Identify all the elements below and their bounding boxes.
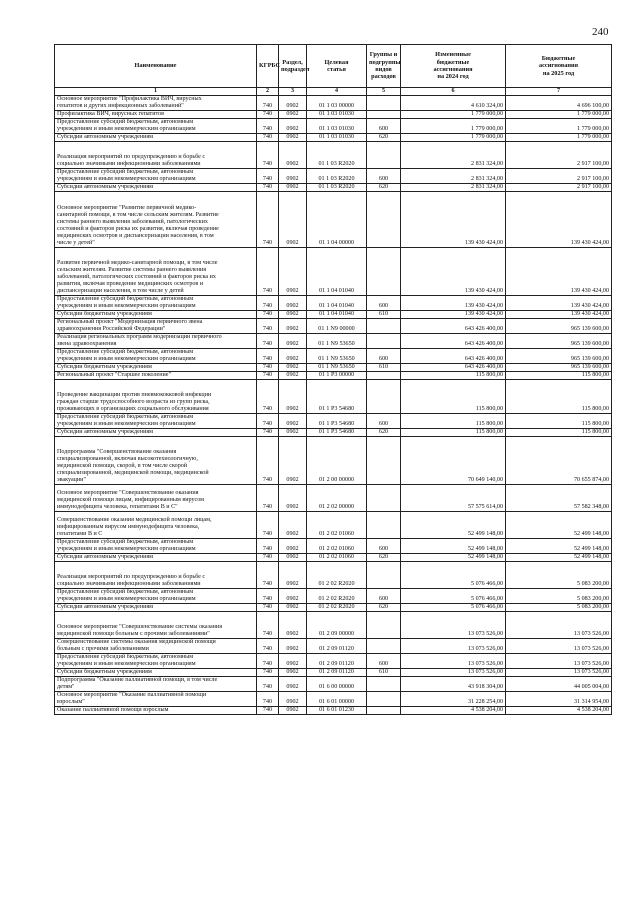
table-row bbox=[55, 248, 612, 296]
row-target-article: 01 1 04 00000 bbox=[307, 192, 367, 248]
row-section: 0902 bbox=[279, 692, 307, 707]
row-kgrbs: 740 bbox=[257, 134, 279, 142]
header-section: Раздел, подраздел bbox=[279, 45, 307, 88]
row-expense-group: 610 bbox=[367, 311, 401, 319]
header-2025: Бюджетные ассигнования на 2025 год bbox=[506, 45, 612, 88]
row-kgrbs: 740 bbox=[257, 96, 279, 111]
table-row bbox=[55, 612, 612, 639]
table-row bbox=[55, 554, 612, 562]
row-name: Предоставление субсидий бюджетным, автономным учреждениям и иным некоммерческим организациям bbox=[55, 169, 257, 184]
row-kgrbs: 740 bbox=[257, 319, 279, 334]
table-row bbox=[55, 692, 612, 707]
row-expense-group bbox=[367, 485, 401, 512]
row-name: Совершенствование системы оказания медицинской помощи больным с прочими заболеваниями bbox=[55, 639, 257, 654]
row-section: 0902 bbox=[279, 296, 307, 311]
row-kgrbs: 740 bbox=[257, 296, 279, 311]
row-section: 0902 bbox=[279, 364, 307, 372]
row-expense-group bbox=[367, 677, 401, 692]
row-amount-2025: 57 582 348,00 bbox=[506, 485, 612, 512]
row-expense-group: 620 bbox=[367, 554, 401, 562]
row-section: 0902 bbox=[279, 119, 307, 134]
row-name: Оказание паллиативной помощи взрослым bbox=[55, 707, 257, 715]
row-expense-group bbox=[367, 192, 401, 248]
table-row bbox=[55, 437, 612, 485]
row-kgrbs: 740 bbox=[257, 612, 279, 639]
row-expense-group bbox=[367, 380, 401, 414]
row-target-article: 01 1 04 01040 bbox=[307, 296, 367, 311]
row-amount-2025: 52 499 148,00 bbox=[506, 512, 612, 539]
row-target-article: 01 2 02 00000 bbox=[307, 485, 367, 512]
table-row bbox=[55, 589, 612, 604]
row-kgrbs: 740 bbox=[257, 119, 279, 134]
table-row bbox=[55, 192, 612, 248]
row-target-article: 01 2 02 01060 bbox=[307, 554, 367, 562]
row-target-article: 01 1 03 01030 bbox=[307, 119, 367, 134]
row-expense-group bbox=[367, 319, 401, 334]
row-section: 0902 bbox=[279, 589, 307, 604]
row-name: Субсидии автономным учреждениям bbox=[55, 184, 257, 192]
row-name: Субсидии бюджетным учреждениям bbox=[55, 364, 257, 372]
row-kgrbs: 740 bbox=[257, 364, 279, 372]
column-number: 3 bbox=[279, 88, 307, 96]
row-amount-2025: 2 917 100,00 bbox=[506, 169, 612, 184]
table-row bbox=[55, 677, 612, 692]
row-expense-group bbox=[367, 96, 401, 111]
row-amount-2025: 13 073 526,00 bbox=[506, 654, 612, 669]
row-kgrbs: 740 bbox=[257, 562, 279, 589]
row-section: 0902 bbox=[279, 372, 307, 380]
row-section: 0902 bbox=[279, 134, 307, 142]
table-row bbox=[55, 184, 612, 192]
row-target-article: 01 1 04 01040 bbox=[307, 248, 367, 296]
table-row bbox=[55, 96, 612, 111]
row-amount-2025: 4 538 204,00 bbox=[506, 707, 612, 715]
row-section: 0902 bbox=[279, 96, 307, 111]
row-target-article: 01 6 01 00000 bbox=[307, 692, 367, 707]
row-name: Реализация региональных программ модернизации первичного звена здравоохранения bbox=[55, 334, 257, 349]
row-expense-group bbox=[367, 437, 401, 485]
row-target-article: 01 2 09 01120 bbox=[307, 639, 367, 654]
row-kgrbs: 740 bbox=[257, 512, 279, 539]
row-name: Субсидии автономным учреждениям bbox=[55, 554, 257, 562]
row-kgrbs: 740 bbox=[257, 192, 279, 248]
row-amount-2025: 5 083 200,00 bbox=[506, 604, 612, 612]
row-amount-2024: 643 426 400,00 bbox=[401, 334, 506, 349]
row-kgrbs: 740 bbox=[257, 604, 279, 612]
row-target-article: 01 2 02 R2020 bbox=[307, 604, 367, 612]
row-amount-2024: 31 228 254,00 bbox=[401, 692, 506, 707]
column-number: 2 bbox=[257, 88, 279, 96]
row-target-article: 01 2 00 00000 bbox=[307, 437, 367, 485]
row-amount-2024: 13 073 526,00 bbox=[401, 612, 506, 639]
row-kgrbs: 740 bbox=[257, 184, 279, 192]
row-expense-group: 600 bbox=[367, 589, 401, 604]
row-target-article: 01 2 09 01120 bbox=[307, 669, 367, 677]
table-row bbox=[55, 539, 612, 554]
row-expense-group bbox=[367, 512, 401, 539]
row-amount-2025: 115 800,00 bbox=[506, 380, 612, 414]
row-section: 0902 bbox=[279, 311, 307, 319]
row-target-article: 01 2 09 01120 bbox=[307, 654, 367, 669]
row-amount-2025: 965 139 600,00 bbox=[506, 319, 612, 334]
table-row bbox=[55, 654, 612, 669]
row-target-article: 01 1 N9 00000 bbox=[307, 319, 367, 334]
row-expense-group bbox=[367, 639, 401, 654]
column-number: 7 bbox=[506, 88, 612, 96]
row-section: 0902 bbox=[279, 169, 307, 184]
row-kgrbs: 740 bbox=[257, 380, 279, 414]
row-target-article: 01 1 P3 00000 bbox=[307, 372, 367, 380]
row-kgrbs: 740 bbox=[257, 349, 279, 364]
row-section: 0902 bbox=[279, 334, 307, 349]
row-kgrbs: 740 bbox=[257, 654, 279, 669]
table-row bbox=[55, 707, 612, 715]
row-section: 0902 bbox=[279, 512, 307, 539]
row-amount-2025: 13 073 526,00 bbox=[506, 612, 612, 639]
row-target-article: 01 2 02 01060 bbox=[307, 512, 367, 539]
row-name: Региональный проект "Модернизация первичного звена здравоохранения Российской Федерации" bbox=[55, 319, 257, 334]
row-expense-group: 610 bbox=[367, 669, 401, 677]
row-kgrbs: 740 bbox=[257, 554, 279, 562]
row-section: 0902 bbox=[279, 349, 307, 364]
table-row bbox=[55, 319, 612, 334]
table-row bbox=[55, 669, 612, 677]
row-amount-2025: 31 314 954,00 bbox=[506, 692, 612, 707]
table-row bbox=[55, 169, 612, 184]
row-section: 0902 bbox=[279, 707, 307, 715]
row-section: 0902 bbox=[279, 554, 307, 562]
row-expense-group: 600 bbox=[367, 539, 401, 554]
row-expense-group: 600 bbox=[367, 349, 401, 364]
row-expense-group bbox=[367, 334, 401, 349]
row-amount-2024: 139 430 424,00 bbox=[401, 311, 506, 319]
row-kgrbs: 740 bbox=[257, 142, 279, 169]
row-amount-2025: 44 005 004,00 bbox=[506, 677, 612, 692]
row-target-article: 01 2 02 R2020 bbox=[307, 589, 367, 604]
row-amount-2025: 1 779 000,00 bbox=[506, 111, 612, 119]
table-row bbox=[55, 372, 612, 380]
row-section: 0902 bbox=[279, 437, 307, 485]
row-section: 0902 bbox=[279, 539, 307, 554]
row-amount-2025: 13 073 526,00 bbox=[506, 669, 612, 677]
row-amount-2024: 5 076 466,00 bbox=[401, 604, 506, 612]
row-amount-2024: 4 538 204,00 bbox=[401, 707, 506, 715]
row-amount-2024: 13 073 526,00 bbox=[401, 654, 506, 669]
row-amount-2025: 115 800,00 bbox=[506, 414, 612, 429]
row-amount-2024: 4 610 324,00 bbox=[401, 96, 506, 111]
row-section: 0902 bbox=[279, 184, 307, 192]
row-name: Предоставление субсидий бюджетным, автономным учреждениям и иным некоммерческим организациям bbox=[55, 654, 257, 669]
row-section: 0902 bbox=[279, 248, 307, 296]
row-expense-group bbox=[367, 142, 401, 169]
row-expense-group: 600 bbox=[367, 169, 401, 184]
row-amount-2024: 643 426 400,00 bbox=[401, 364, 506, 372]
table-row bbox=[55, 364, 612, 372]
row-amount-2024: 1 779 000,00 bbox=[401, 134, 506, 142]
row-amount-2025: 52 499 148,00 bbox=[506, 554, 612, 562]
row-expense-group bbox=[367, 707, 401, 715]
header-2024: Измененные бюджетные ассигнования на 2024 год bbox=[401, 45, 506, 88]
row-expense-group bbox=[367, 111, 401, 119]
row-amount-2025: 5 083 200,00 bbox=[506, 562, 612, 589]
row-amount-2025: 4 696 100,00 bbox=[506, 96, 612, 111]
row-target-article: 01 1 N9 53650 bbox=[307, 334, 367, 349]
row-section: 0902 bbox=[279, 111, 307, 119]
row-name: Предоставление субсидий бюджетным, автономным учреждениям и иным некоммерческим организациям bbox=[55, 119, 257, 134]
column-number: 4 bbox=[307, 88, 367, 96]
row-kgrbs: 740 bbox=[257, 539, 279, 554]
row-target-article: 01 1 03 00000 bbox=[307, 96, 367, 111]
row-target-article: 01 2 02 R2020 bbox=[307, 562, 367, 589]
row-section: 0902 bbox=[279, 142, 307, 169]
row-amount-2024: 139 430 424,00 bbox=[401, 248, 506, 296]
row-target-article: 01 6 00 00000 bbox=[307, 677, 367, 692]
row-target-article: 01 1 04 01040 bbox=[307, 311, 367, 319]
row-name: Региональный проект "Старшее поколение" bbox=[55, 372, 257, 380]
row-amount-2024: 13 073 526,00 bbox=[401, 669, 506, 677]
table-row bbox=[55, 429, 612, 437]
row-expense-group bbox=[367, 372, 401, 380]
row-section: 0902 bbox=[279, 429, 307, 437]
row-kgrbs: 740 bbox=[257, 437, 279, 485]
row-amount-2024: 2 831 324,00 bbox=[401, 184, 506, 192]
header-kgrbs: КГРБС bbox=[257, 45, 279, 88]
row-amount-2024: 13 073 526,00 bbox=[401, 639, 506, 654]
row-target-article: 01 6 01 01230 bbox=[307, 707, 367, 715]
row-amount-2024: 643 426 400,00 bbox=[401, 349, 506, 364]
row-kgrbs: 740 bbox=[257, 248, 279, 296]
table-row bbox=[55, 414, 612, 429]
row-expense-group: 620 bbox=[367, 604, 401, 612]
row-name: Субсидии автономным учреждениям bbox=[55, 429, 257, 437]
row-section: 0902 bbox=[279, 192, 307, 248]
row-target-article: 01 2 09 00000 bbox=[307, 612, 367, 639]
row-name: Предоставление субсидий бюджетным, автономным учреждениям и иным некоммерческим организациям bbox=[55, 296, 257, 311]
table-row bbox=[55, 334, 612, 349]
row-amount-2024: 52 499 148,00 bbox=[401, 554, 506, 562]
row-expense-group bbox=[367, 692, 401, 707]
row-amount-2025: 115 800,00 bbox=[506, 372, 612, 380]
row-target-article: 01 1 P3 54680 bbox=[307, 380, 367, 414]
row-name: Основное мероприятие "Совершенствование системы оказания медицинской помощи больным с прочими заболеваниями" bbox=[55, 612, 257, 639]
row-amount-2025: 965 139 600,00 bbox=[506, 349, 612, 364]
row-amount-2025: 1 779 000,00 bbox=[506, 119, 612, 134]
row-amount-2024: 5 076 466,00 bbox=[401, 589, 506, 604]
row-kgrbs: 740 bbox=[257, 707, 279, 715]
row-section: 0902 bbox=[279, 485, 307, 512]
row-name: Развитие первичной медико-санитарной помощи, в том числе сельским жителям. Развитие системы раннего выявления заболеваний, патологических состояний и факторов риска их развития, включая проведение медицинских осмотров и диспансеризации населения, в том числе у детей bbox=[55, 248, 257, 296]
row-section: 0902 bbox=[279, 414, 307, 429]
row-expense-group: 620 bbox=[367, 429, 401, 437]
row-amount-2024: 115 800,00 bbox=[401, 372, 506, 380]
row-kgrbs: 740 bbox=[257, 372, 279, 380]
row-amount-2024: 1 779 000,00 bbox=[401, 111, 506, 119]
row-target-article: 01 1 N9 53650 bbox=[307, 364, 367, 372]
row-kgrbs: 740 bbox=[257, 429, 279, 437]
table-row bbox=[55, 296, 612, 311]
row-kgrbs: 740 bbox=[257, 639, 279, 654]
row-amount-2024: 139 430 424,00 bbox=[401, 192, 506, 248]
row-amount-2025: 13 073 526,00 bbox=[506, 639, 612, 654]
row-amount-2025: 115 800,00 bbox=[506, 429, 612, 437]
row-kgrbs: 740 bbox=[257, 311, 279, 319]
row-name: Основное мероприятие "Профилактика ВИЧ, вирусных гепатитов и других инфекционных заболеваний" bbox=[55, 96, 257, 111]
row-target-article: 01 1 03 R2020 bbox=[307, 142, 367, 169]
row-name: Основное мероприятие "Развитие первичной медико- санитарной помощи, в том числе сельским жителям. Развитие системы раннего выявления заболеваний, патологических состояний и факторов риска их развития, включая проведение медицинских осмотров и диспансеризации населения, в том числе у детей" bbox=[55, 192, 257, 248]
row-name: Предоставление субсидий бюджетным, автономным учреждениям и иным некоммерческим организациям bbox=[55, 349, 257, 364]
table-row bbox=[55, 349, 612, 364]
row-kgrbs: 740 bbox=[257, 669, 279, 677]
row-amount-2024: 2 831 324,00 bbox=[401, 169, 506, 184]
row-section: 0902 bbox=[279, 677, 307, 692]
row-name: Подпрограмма "Оказание паллиативной помощи, в том числе детям" bbox=[55, 677, 257, 692]
row-amount-2024: 139 430 424,00 bbox=[401, 296, 506, 311]
table-row bbox=[55, 639, 612, 654]
table-row bbox=[55, 562, 612, 589]
table-row bbox=[55, 485, 612, 512]
row-expense-group bbox=[367, 562, 401, 589]
row-amount-2024: 115 800,00 bbox=[401, 414, 506, 429]
row-amount-2025: 52 499 148,00 bbox=[506, 539, 612, 554]
row-amount-2024: 52 499 148,00 bbox=[401, 539, 506, 554]
row-section: 0902 bbox=[279, 319, 307, 334]
row-name: Предоставление субсидий бюджетным, автономным учреждениям и иным некоммерческим организациям bbox=[55, 539, 257, 554]
row-kgrbs: 740 bbox=[257, 692, 279, 707]
row-amount-2024: 1 779 000,00 bbox=[401, 119, 506, 134]
row-section: 0902 bbox=[279, 654, 307, 669]
column-number: 5 bbox=[367, 88, 401, 96]
row-amount-2025: 139 430 424,00 bbox=[506, 248, 612, 296]
row-amount-2025: 965 139 600,00 bbox=[506, 334, 612, 349]
table-row bbox=[55, 512, 612, 539]
row-target-article: 01 1 P3 54680 bbox=[307, 429, 367, 437]
row-amount-2024: 115 800,00 bbox=[401, 380, 506, 414]
row-kgrbs: 740 bbox=[257, 169, 279, 184]
row-name: Совершенствование оказания медицинской помощи лицам, инфицированным вирусом иммунодефицита человека, гепатитами В и С bbox=[55, 512, 257, 539]
row-name: Предоставление субсидий бюджетным, автономным учреждениям и иным некоммерческим организациям bbox=[55, 589, 257, 604]
header-name: Наименование bbox=[55, 45, 257, 88]
row-target-article: 01 1 P3 54680 bbox=[307, 414, 367, 429]
row-expense-group: 620 bbox=[367, 134, 401, 142]
row-section: 0902 bbox=[279, 669, 307, 677]
row-expense-group: 610 bbox=[367, 364, 401, 372]
row-name: Основное мероприятие "Оказание паллиативной помощи взрослым" bbox=[55, 692, 257, 707]
row-amount-2024: 43 918 304,00 bbox=[401, 677, 506, 692]
row-amount-2025: 5 083 200,00 bbox=[506, 589, 612, 604]
table-row bbox=[55, 142, 612, 169]
row-expense-group bbox=[367, 248, 401, 296]
row-expense-group: 600 bbox=[367, 119, 401, 134]
table-row bbox=[55, 380, 612, 414]
page-number: 240 bbox=[592, 26, 609, 38]
row-amount-2024: 115 800,00 bbox=[401, 429, 506, 437]
row-kgrbs: 740 bbox=[257, 485, 279, 512]
row-kgrbs: 740 bbox=[257, 334, 279, 349]
table-row bbox=[55, 111, 612, 119]
row-target-article: 01 2 02 01060 bbox=[307, 539, 367, 554]
column-number-row bbox=[55, 88, 612, 96]
header-row bbox=[55, 45, 612, 88]
row-amount-2025: 965 139 600,00 bbox=[506, 364, 612, 372]
row-expense-group: 600 bbox=[367, 414, 401, 429]
row-name: Проведение вакцинации против пневмококковой инфекции граждан старше трудоспособного возраста из групп риска, проживающих в организациях социального обслуживания bbox=[55, 380, 257, 414]
row-name: Реализация мероприятий по предупреждению и борьбе с социально значимыми инфекционными заболеваниями bbox=[55, 142, 257, 169]
row-amount-2024: 52 499 148,00 bbox=[401, 512, 506, 539]
column-number: 1 bbox=[55, 88, 257, 96]
row-amount-2024: 57 575 614,00 bbox=[401, 485, 506, 512]
row-name: Субсидии автономным учреждениям bbox=[55, 134, 257, 142]
row-target-article: 01 1 03 R2020 bbox=[307, 184, 367, 192]
row-section: 0902 bbox=[279, 639, 307, 654]
row-name: Субсидии автономным учреждениям bbox=[55, 604, 257, 612]
column-number: 6 bbox=[401, 88, 506, 96]
row-name: Реализация мероприятий по предупреждению и борьбе с социально значимыми инфекционными заболеваниями bbox=[55, 562, 257, 589]
row-name: Подпрограмма "Совершенствование оказания специализированной, включая высокотехнологичную, медицинской помощи, скорой, в том числе скорой специализированной, медицинской помощи, медицинской эвакуации" bbox=[55, 437, 257, 485]
row-expense-group: 600 bbox=[367, 296, 401, 311]
row-kgrbs: 740 bbox=[257, 677, 279, 692]
row-amount-2025: 1 779 000,00 bbox=[506, 134, 612, 142]
row-name: Субсидии бюджетным учреждениям bbox=[55, 311, 257, 319]
header-target: Целевая статья bbox=[307, 45, 367, 88]
row-name: Основное мероприятие "Совершенствование оказания медицинской помощи лицам, инфицированным вирусом иммунодефицита человека, гепатитами В и С" bbox=[55, 485, 257, 512]
row-amount-2024: 5 076 466,00 bbox=[401, 562, 506, 589]
row-section: 0902 bbox=[279, 612, 307, 639]
header-groups: Группы и подгруппы видов расходов bbox=[367, 45, 401, 88]
row-section: 0902 bbox=[279, 562, 307, 589]
row-kgrbs: 740 bbox=[257, 589, 279, 604]
row-amount-2025: 139 430 424,00 bbox=[506, 311, 612, 319]
row-expense-group: 620 bbox=[367, 184, 401, 192]
row-amount-2024: 2 831 324,00 bbox=[401, 142, 506, 169]
row-name: Предоставление субсидий бюджетным, автономным учреждениям и иным некоммерческим организациям bbox=[55, 414, 257, 429]
row-expense-group bbox=[367, 612, 401, 639]
row-amount-2024: 70 649 140,00 bbox=[401, 437, 506, 485]
table-row bbox=[55, 604, 612, 612]
row-kgrbs: 740 bbox=[257, 414, 279, 429]
row-section: 0902 bbox=[279, 604, 307, 612]
row-name: Профилактика ВИЧ, вирусных гепатитов bbox=[55, 111, 257, 119]
table-row bbox=[55, 311, 612, 319]
row-amount-2025: 70 655 874,00 bbox=[506, 437, 612, 485]
row-target-article: 01 1 03 01030 bbox=[307, 134, 367, 142]
row-amount-2025: 139 430 424,00 bbox=[506, 296, 612, 311]
budget-table bbox=[54, 44, 612, 715]
row-section: 0902 bbox=[279, 380, 307, 414]
table-row bbox=[55, 119, 612, 134]
row-amount-2024: 643 426 400,00 bbox=[401, 319, 506, 334]
table-row bbox=[55, 134, 612, 142]
row-amount-2025: 139 430 424,00 bbox=[506, 192, 612, 248]
row-target-article: 01 1 N9 53650 bbox=[307, 349, 367, 364]
row-expense-group: 600 bbox=[367, 654, 401, 669]
row-target-article: 01 1 03 01030 bbox=[307, 111, 367, 119]
row-amount-2025: 2 917 100,00 bbox=[506, 184, 612, 192]
row-amount-2025: 2 917 100,00 bbox=[506, 142, 612, 169]
row-target-article: 01 1 03 R2020 bbox=[307, 169, 367, 184]
row-kgrbs: 740 bbox=[257, 111, 279, 119]
row-name: Субсидии бюджетным учреждениям bbox=[55, 669, 257, 677]
